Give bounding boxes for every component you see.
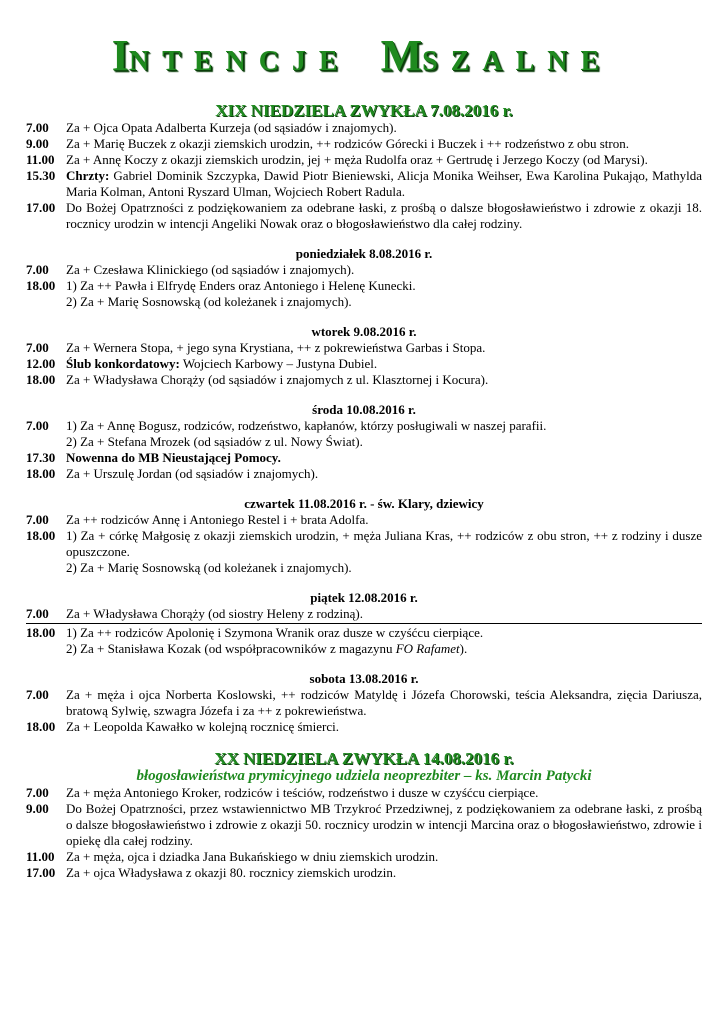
mass-time: 18.00	[26, 466, 56, 481]
mass-time: 7.00	[26, 120, 49, 135]
intention-row	[26, 623, 702, 641]
intention-row	[26, 528, 702, 560]
intention-row	[26, 849, 702, 865]
intention-text	[66, 719, 702, 735]
mass-time	[26, 294, 66, 310]
intention-body: Wojciech Karbowy – Justyna Dubiel.	[182, 356, 378, 371]
intention-text	[66, 687, 702, 719]
intention-text	[66, 168, 702, 200]
intention-text	[66, 152, 702, 168]
intention-body: Za + Władysława Chorąży (od sąsiadów i znajomych z ul. Klasztornej i Kocura).	[66, 372, 489, 387]
intention-row	[26, 120, 702, 136]
mass-time: 11.00	[26, 152, 55, 167]
intention-label: Nowenna do MB Nieustającej Pomocy.	[66, 450, 281, 465]
sunday-heading-2: XX NIEDZIELA ZWYKŁA 14.08.2016 r.	[214, 749, 514, 768]
intention-text	[66, 785, 702, 801]
intention-body: 1) Za ++ rodziców Apolonię i Szymona Wranik oraz dusze w czyśćcu cierpiące.	[66, 625, 484, 640]
intention-body: Za + Leopolda Kawałko w kolejną rocznicę śmierci.	[66, 719, 339, 734]
intention-row	[26, 719, 702, 735]
intention-body: Za + Annę Koczy z okazji ziemskich urodzin, jej + męża Rudolfa oraz + Gertrudę i Jerzego Koczy (od Marysi).	[66, 152, 648, 167]
mass-time: 18.00	[26, 719, 56, 734]
intention-body: 2) Za + Stanisława Kozak (od współpracowników z magazynu	[66, 641, 396, 656]
intention-text	[66, 801, 702, 849]
intention-body: Za + Czesława Klinickiego (od sąsiadów i znajomych).	[66, 262, 355, 277]
mass-time: 11.00	[26, 849, 55, 864]
mass-time: 7.00	[26, 262, 49, 277]
mass-time: 7.00	[26, 512, 49, 527]
mass-time: 17.00	[26, 865, 56, 880]
intention-row	[26, 606, 702, 622]
intention-row	[26, 785, 702, 801]
intention-row	[26, 278, 702, 294]
intention-body: Za + ojca Władysława z okazji 80. rocznicy ziemskich urodzin.	[66, 865, 397, 880]
intention-row	[26, 136, 702, 152]
mass-time: 7.00	[26, 687, 49, 702]
intention-body: 1) Za + córkę Małgosię z okazji ziemskich urodzin, + męża Juliana Kras, ++ rodziców z obu stron, ++ z rodziny i dusze opuszczone.	[66, 528, 702, 559]
mass-time: 7.00	[26, 606, 49, 621]
intention-text	[66, 849, 702, 865]
section-saturday	[26, 687, 702, 735]
section-thursday	[26, 512, 702, 576]
intention-row	[26, 687, 702, 719]
intention-text	[66, 625, 702, 641]
intention-body: Za + Wernera Stopa, + jego syna Krystiana, ++ z pokrewieństwa Garbas i Stopa.	[66, 340, 486, 355]
intention-row	[26, 340, 702, 356]
intention-text	[66, 418, 702, 434]
intention-row	[26, 512, 702, 528]
mass-time: 9.00	[26, 801, 49, 816]
mass-time	[26, 641, 66, 657]
mass-time: 15.30	[26, 168, 56, 183]
section-sunday-1	[26, 120, 702, 232]
intention-text	[66, 340, 702, 356]
main-title	[0, 30, 724, 81]
intention-text	[66, 528, 702, 560]
intentions-list	[26, 101, 702, 881]
intention-body: Za + Władysława Chorąży (od siostry Heleny z rodziną).	[66, 606, 363, 621]
intention-body: Za + Marię Buczek z okazji ziemskich urodzin, ++ rodziców Górecki i Buczek i ++ rodzeństwo z obu stron.	[66, 136, 629, 151]
mass-time	[26, 434, 66, 450]
title-initial-2: M	[380, 31, 423, 80]
mass-time: 9.00	[26, 136, 49, 151]
intention-tail: ).	[459, 641, 468, 656]
intention-row	[26, 200, 702, 232]
intention-text	[66, 865, 702, 881]
mass-time: 7.00	[26, 785, 49, 800]
mass-time: 12.00	[26, 356, 56, 371]
intention-body: Za + Ojca Opata Adalberta Kurzeja (od sąsiadów i znajomych).	[66, 120, 397, 135]
title-initial-1: I	[111, 31, 129, 80]
intention-body: Do Bożej Opatrzności, przez wstawiennictwo MB Trzykroć Przedziwnej, z podziękowaniem za odebrane łaski, z prośbą o dalsze błogosławieństwo i zdrowie z okazji 50. rocznicy urodzin w intencji Marcina oraz o błogosławieństwo, zdrowie i opiekę dla całej rodziny.	[66, 801, 702, 848]
day-heading-friday: piątek 12.08.2016 r.	[310, 590, 418, 605]
intention-row	[26, 560, 702, 576]
sunday-subtitle: błogosławieństwa prymicyjnego udziela neoprezbiter – ks. Marcin Patycki	[136, 768, 592, 784]
intention-row	[26, 152, 702, 168]
intention-body: 2) Za + Marię Sosnowską (od koleżanek i znajomych).	[66, 560, 352, 575]
section-sunday-2	[26, 785, 702, 881]
intention-text	[66, 560, 702, 576]
section-wednesday	[26, 418, 702, 482]
mass-time: 17.00	[26, 200, 56, 215]
day-heading-saturday: sobota 13.08.2016 r.	[309, 671, 419, 686]
intention-body: Za ++ rodziców Annę i Antoniego Restel i + brata Adolfa.	[66, 512, 369, 527]
intention-row	[26, 418, 702, 434]
intention-text	[66, 200, 702, 232]
intention-text	[66, 278, 702, 294]
intention-body: Za + męża, ojca i dziadka Jana Bukańskiego w dniu ziemskich urodzin.	[66, 849, 439, 864]
mass-time	[26, 560, 66, 576]
intention-body: Do Bożej Opatrzności z podziękowaniem za odebrane łaski, z prośbą o dalsze błogosławieństwo i zdrowie z okazji 18. rocznicy urodzin w intencji Angeliki Nowak oraz o błogosławieństwo dla całej rodziny.	[66, 200, 702, 231]
sunday-heading-1: XIX NIEDZIELA ZWYKŁA 7.08.2016 r.	[215, 101, 513, 120]
intention-text	[66, 356, 702, 372]
intention-text	[66, 641, 702, 657]
intention-body: 1) Za ++ Pawła i Elfrydę Enders oraz Antoniego i Helenę Kunecki.	[66, 278, 416, 293]
intention-row	[26, 450, 702, 466]
title-word-2: SZALNE	[422, 46, 613, 77]
mass-time: 17.30	[26, 450, 56, 465]
intention-text	[66, 434, 702, 450]
mass-time: 18.00	[26, 625, 56, 640]
day-heading-tuesday: wtorek 9.08.2016 r.	[311, 324, 417, 339]
intention-row	[26, 356, 702, 372]
intention-row	[26, 466, 702, 482]
section-monday	[26, 262, 702, 310]
intention-label: Chrzty:	[66, 168, 110, 183]
intention-row	[26, 434, 702, 450]
intention-row	[26, 372, 702, 388]
intention-body: Za + męża i ojca Norberta Koslowski, ++ rodziców Matyldę i Józefa Chorowski, teścia Aleksandra, zięcia Dariusza, bratową Sylwię, szwagra Józefa i za ++ z pokrewieństwa.	[66, 687, 702, 718]
intention-row	[26, 168, 702, 200]
intention-italic: FO Rafamet	[395, 641, 460, 656]
intention-label: Ślub konkordatowy:	[66, 356, 180, 371]
intention-text	[66, 136, 702, 152]
intention-row	[26, 865, 702, 881]
mass-time: 7.00	[26, 418, 49, 433]
intention-text	[66, 262, 702, 278]
intention-row	[26, 801, 702, 849]
mass-time: 18.00	[26, 528, 56, 543]
mass-time: 18.00	[26, 372, 56, 387]
intention-text	[66, 372, 702, 388]
mass-time: 7.00	[26, 340, 49, 355]
intention-body: 2) Za + Stefana Mrozek (od sąsiadów z ul. Nowy Świat).	[66, 434, 363, 449]
section-tuesday	[26, 340, 702, 388]
intention-text	[66, 466, 702, 482]
intention-text	[66, 606, 702, 622]
intention-text	[66, 120, 702, 136]
intention-text	[66, 450, 702, 466]
section-friday	[26, 606, 702, 657]
intention-row	[26, 294, 702, 310]
day-heading-monday: poniedziałek 8.08.2016 r.	[295, 246, 433, 261]
intention-text	[66, 294, 702, 310]
mass-time: 18.00	[26, 278, 56, 293]
intention-body: Gabriel Dominik Szczypka, Dawid Piotr Bieniewski, Alicja Monika Weihser, Ewa Karolina Pukająo, Mathylda Maria Kolman, Antoni Ryszard Ulman, Wojciech Robert Radula.	[66, 168, 702, 199]
intention-text	[66, 512, 702, 528]
day-heading-thursday: czwartek 11.08.2016 r. - św. Klary, dziewicy	[244, 496, 484, 511]
intention-body: 1) Za + Annę Bogusz, rodziców, rodzeństwo, kapłanów, którzy posługiwali w naszej parafii.	[66, 418, 547, 433]
intention-body: Za + męża Antoniego Kroker, rodziców i teściów, rodzeństwo i dusze w czyśćcu cierpiące.	[66, 785, 539, 800]
intention-row	[26, 262, 702, 278]
intention-body: Za + Urszulę Jordan (od sąsiadów i znajomych).	[66, 466, 319, 481]
day-heading-wednesday: środa 10.08.2016 r.	[312, 402, 416, 417]
intention-row	[26, 641, 702, 657]
intention-body: 2) Za + Marię Sosnowską (od koleżanek i znajomych).	[66, 294, 352, 309]
title-word-1: NTENCJE	[128, 46, 351, 77]
